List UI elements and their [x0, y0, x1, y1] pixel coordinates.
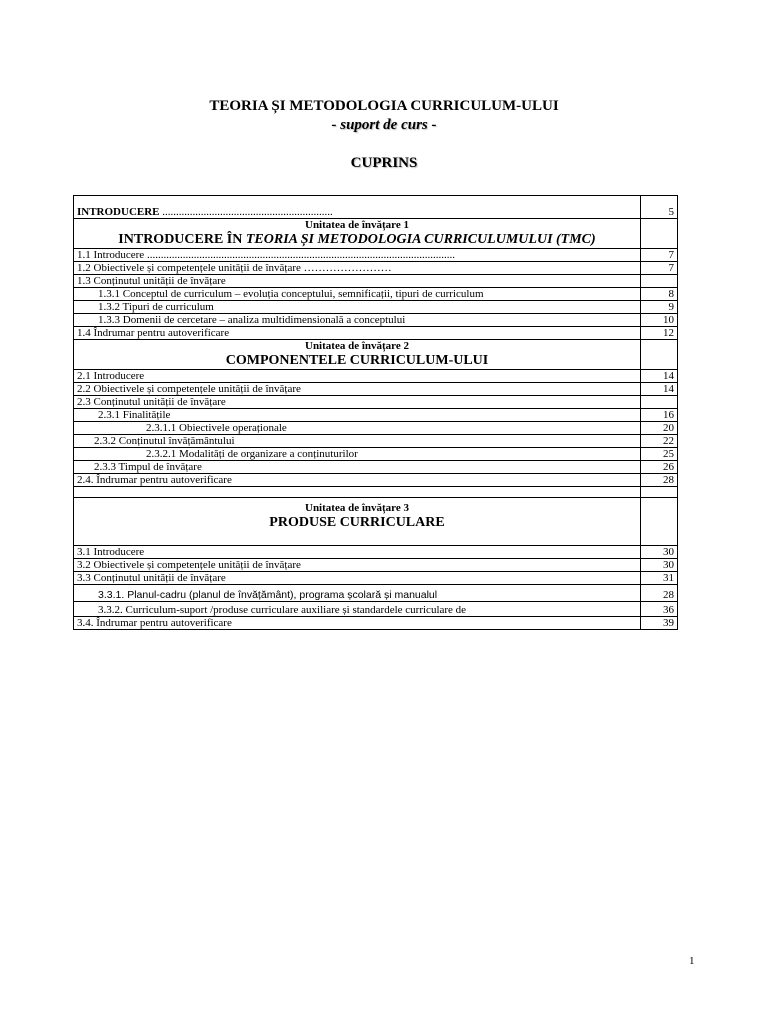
- document-subtitle: - suport de curs -: [331, 117, 437, 133]
- toc-row: [74, 617, 678, 630]
- toc-label: 2.3.2 Conținutul învățământului: [74, 435, 641, 448]
- toc-row: [74, 585, 678, 602]
- toc-label: 3.3 Conținutul unității de învățare: [74, 572, 641, 585]
- toc-page: 7: [641, 262, 678, 275]
- toc-row: [74, 288, 678, 301]
- toc-page: 20: [641, 422, 678, 435]
- toc-row: [74, 314, 678, 327]
- unit-1-header: [74, 219, 678, 249]
- toc-page: 28: [641, 474, 678, 487]
- toc-row-introducere: [74, 196, 678, 219]
- toc-label: 2.3.1.1 Obiectivele operaționale: [74, 422, 641, 435]
- toc-row: [74, 383, 678, 396]
- toc-row: [74, 370, 678, 383]
- toc-row: [74, 249, 678, 262]
- unit-1-label: Unitatea de învățare 1: [305, 219, 409, 231]
- unit-3-label: Unitatea de învățare 3: [305, 502, 409, 514]
- toc-label: 2.3 Conținutul unității de învățare: [74, 396, 641, 409]
- toc-label: 1.3 Conținutul unității de învățare: [74, 275, 641, 288]
- blank-row: [74, 487, 678, 498]
- toc-page: 16: [641, 409, 678, 422]
- table-of-contents: [73, 195, 678, 630]
- toc-label: 1.1 Introducere ................................................................................................................: [74, 249, 641, 262]
- toc-label: 1.4 Îndrumar pentru autoverificare: [74, 327, 641, 340]
- toc-label: 3.2 Obiectivele și competențele unității de învățare: [74, 559, 641, 572]
- toc-row: [74, 448, 678, 461]
- toc-row: [74, 275, 678, 288]
- toc-page: 8: [641, 288, 678, 301]
- toc-page: 31: [641, 572, 678, 585]
- toc-row: [74, 546, 678, 559]
- toc-page: 39: [641, 617, 678, 630]
- toc-page: 7: [641, 249, 678, 262]
- toc-label: 3.3.1. Planul-cadru (planul de învățământ), programa școlară și manualul: [74, 585, 641, 602]
- toc-page: 10: [641, 314, 678, 327]
- unit-2-header: [74, 340, 678, 370]
- toc-row: [74, 602, 678, 617]
- toc-row: [74, 461, 678, 474]
- toc-page: 28: [641, 585, 678, 602]
- toc-page: 5: [641, 196, 678, 219]
- toc-label: 1.3.3 Domenii de cercetare – analiza multidimensională a conceptului: [74, 314, 641, 327]
- toc-page: 22: [641, 435, 678, 448]
- toc-page: 26: [641, 461, 678, 474]
- toc-row: [74, 572, 678, 585]
- toc-row: [74, 301, 678, 314]
- page-number: 1: [689, 955, 695, 967]
- toc-label: 3.3.2. Curriculum-suport /produse curriculare auxiliare și standardele curriculare de: [74, 602, 641, 617]
- toc-page: 30: [641, 546, 678, 559]
- toc-page: 25: [641, 448, 678, 461]
- toc-row: [74, 474, 678, 487]
- toc-page: 12: [641, 327, 678, 340]
- toc-page: 9: [641, 301, 678, 314]
- toc-page: 14: [641, 370, 678, 383]
- toc-page: [641, 275, 678, 288]
- toc-row: [74, 396, 678, 409]
- toc-page: 36: [641, 602, 678, 617]
- toc-row: [74, 435, 678, 448]
- unit-2-label: Unitatea de învățare 2: [305, 340, 409, 352]
- toc-label: 3.1 Introducere: [74, 546, 641, 559]
- contents-heading: CUPRINS: [350, 155, 418, 171]
- toc-label: 3.4. Îndrumar pentru autoverificare: [74, 617, 641, 630]
- toc-intro-label: INTRODUCERE: [77, 206, 160, 218]
- unit-3-header: [74, 498, 678, 546]
- toc-row: [74, 422, 678, 435]
- toc-label: 2.2 Obiectivele și competențele unității de învățare: [74, 383, 641, 396]
- toc-row: [74, 327, 678, 340]
- toc-label: 2.3.2.1 Modalități de organizare a conținuturilor: [74, 448, 641, 461]
- toc-intro-dots: ..............................................................: [159, 206, 333, 218]
- toc-label: 2.4. Îndrumar pentru autoverificare: [74, 474, 641, 487]
- toc-label: 2.1 Introducere: [74, 370, 641, 383]
- toc-page: [641, 396, 678, 409]
- toc-label: 1.3.1 Conceptul de curriculum – evoluția conceptului, semnificații, tipuri de curriculum: [74, 288, 641, 301]
- toc-label: 2.3.3 Timpul de învățare: [74, 461, 641, 474]
- unit-2-title: COMPONENTELE CURRICULUM-ULUI: [225, 353, 489, 368]
- toc-row: [74, 559, 678, 572]
- toc-label: 1.2 Obiectivele și competențele unității de învățare ……………………: [74, 262, 641, 275]
- toc-page: 14: [641, 383, 678, 396]
- toc-row: [74, 262, 678, 275]
- toc-row: [74, 409, 678, 422]
- toc-label: 1.3.2 Tipuri de curriculum: [74, 301, 641, 314]
- document-title: TEORIA ȘI METODOLOGIA CURRICULUM-ULUI: [209, 98, 559, 114]
- toc-page: 30: [641, 559, 678, 572]
- unit-3-title: PRODUSE CURRICULARE: [269, 515, 445, 530]
- unit-1-title: INTRODUCERE ÎN TEORIA ȘI METODOLOGIA CURRICULUMULUI (TMC): [118, 232, 596, 247]
- toc-label: 2.3.1 Finalitățile: [74, 409, 641, 422]
